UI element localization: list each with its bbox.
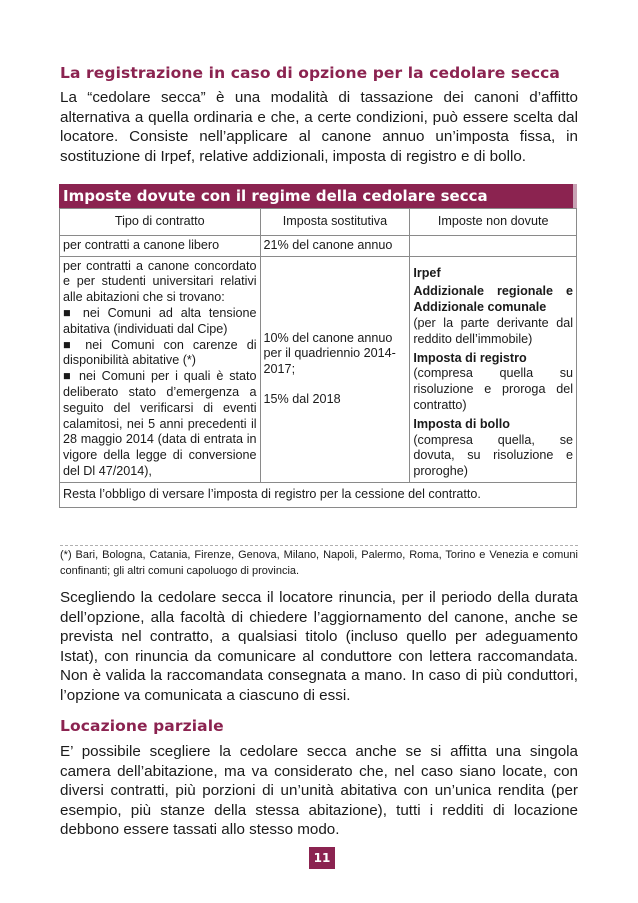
- table-row: [60, 256, 577, 482]
- header-non-dovute: Imposte non dovute: [410, 209, 577, 236]
- concordato-intro: per contratti a canone concordato e per studenti universitari relativi alle abitazioni che si trovano:: [63, 258, 257, 305]
- footnote: (*) Bari, Bologna, Catania, Firenze, Genova, Milano, Napoli, Palermo, Roma, Torino e Venezia e comuni confinanti; gli altri comuni capoluogo di provincia.: [60, 545, 578, 579]
- section-title-cedolare: La registrazione in caso di opzione per la cedolare secca: [60, 64, 560, 82]
- concordato-item: ■ nei Comuni per i quali è stato deliberato stato d’emergenza a seguito del verificarsi di eventi calamitosi, nei 5 anni precedenti il 28 maggio 2014 (data di entrata in vigore della legge di conversione del Dl 47/2014),: [63, 369, 257, 478]
- locazione-parziale-paragraph: E’ possibile scegliere la cedolare secca anche se si affitta una singola camera dell’abitazione, ma va considerato che, nel caso siano locate, con diversi contratti, più porzioni di un’unità abitativa con un’unica rendita (per esempio, più stanze della stessa abitazione), tutti i redditi di locazione debbono essere tassati allo stesso modo.: [60, 743, 578, 839]
- addizionali-title: Addizionale regionale e Addizionale comunale: [413, 284, 573, 315]
- page-number: 11: [309, 847, 335, 869]
- imposta-10: 10% del canone annuo per il quadriennio 2014-2017;: [263, 330, 396, 377]
- table-header-row: [60, 209, 577, 236]
- cell-non-dovute-concordato: [410, 256, 577, 482]
- table-title: Imposte dovute con il regime della cedolare secca: [59, 184, 577, 208]
- addizionali-text: (per la parte derivante dal reddito dell’immobile): [413, 315, 573, 346]
- imposta-15: 15% dal 2018: [263, 392, 341, 407]
- bollo-text: (compresa quella, se dovuta, su risoluzione e proroghe): [413, 432, 573, 479]
- header-tipo: Tipo di contratto: [60, 209, 261, 236]
- cell-tipo-concordato: [60, 256, 261, 482]
- cell-imposta-libero: 21% del canone annuo: [260, 235, 410, 256]
- registro-text: (compresa quella su risoluzione e proroga del contratto): [413, 366, 573, 412]
- irpef-label: Irpef: [413, 265, 441, 280]
- concordato-item: ■ nei Comuni ad alta tensione abitativa (individuati dal Cipe): [63, 305, 257, 336]
- section-title-locazione-parziale: Locazione parziale: [60, 717, 224, 735]
- rinuncia-paragraph: Scegliendo la cedolare secca il locatore rinuncia, per il periodo della durata dell’opzione, alla facoltà di chiedere l’aggiornamento del canone, anche se prevista nel contratto, a qualsiasi titolo (incluso quello per adeguamento Istat), con rinuncia da comunicare al conduttore con lettera raccomandata. Non è valida la raccomandata consegnata a mano. In caso di più conduttori, l’opzione va comunicata a ciascuno di essi.: [60, 589, 578, 704]
- header-imposta: Imposta sostitutiva: [260, 209, 410, 236]
- registro-title: Imposta di registro: [413, 350, 527, 365]
- bollo-title: Imposta di bollo: [413, 416, 510, 431]
- table-footer: Resta l’obbligo di versare l’imposta di registro per la cessione del contratto.: [60, 482, 577, 507]
- taxes-table: [59, 208, 577, 508]
- table-footer-row: [60, 482, 577, 507]
- cell-tipo-libero: per contratti a canone libero: [60, 235, 261, 256]
- cell-non-dovute-libero: [410, 235, 577, 256]
- cell-imposta-concordato: [260, 256, 410, 482]
- intro-paragraph: La “cedolare secca” è una modalità di tassazione dei canoni d’affitto alternativa a quella ordinaria e che, a certe condizioni, può essere scelta dal locatore. Consiste nell’applicare al canone annuo un’imposta fissa, in sostituzione di Irpef, relative addizionali, imposta di registro e di bollo.: [60, 89, 578, 165]
- table-row: [60, 235, 577, 256]
- concordato-item: ■ nei Comuni con carenze di disponibilità abitative (*): [63, 337, 257, 368]
